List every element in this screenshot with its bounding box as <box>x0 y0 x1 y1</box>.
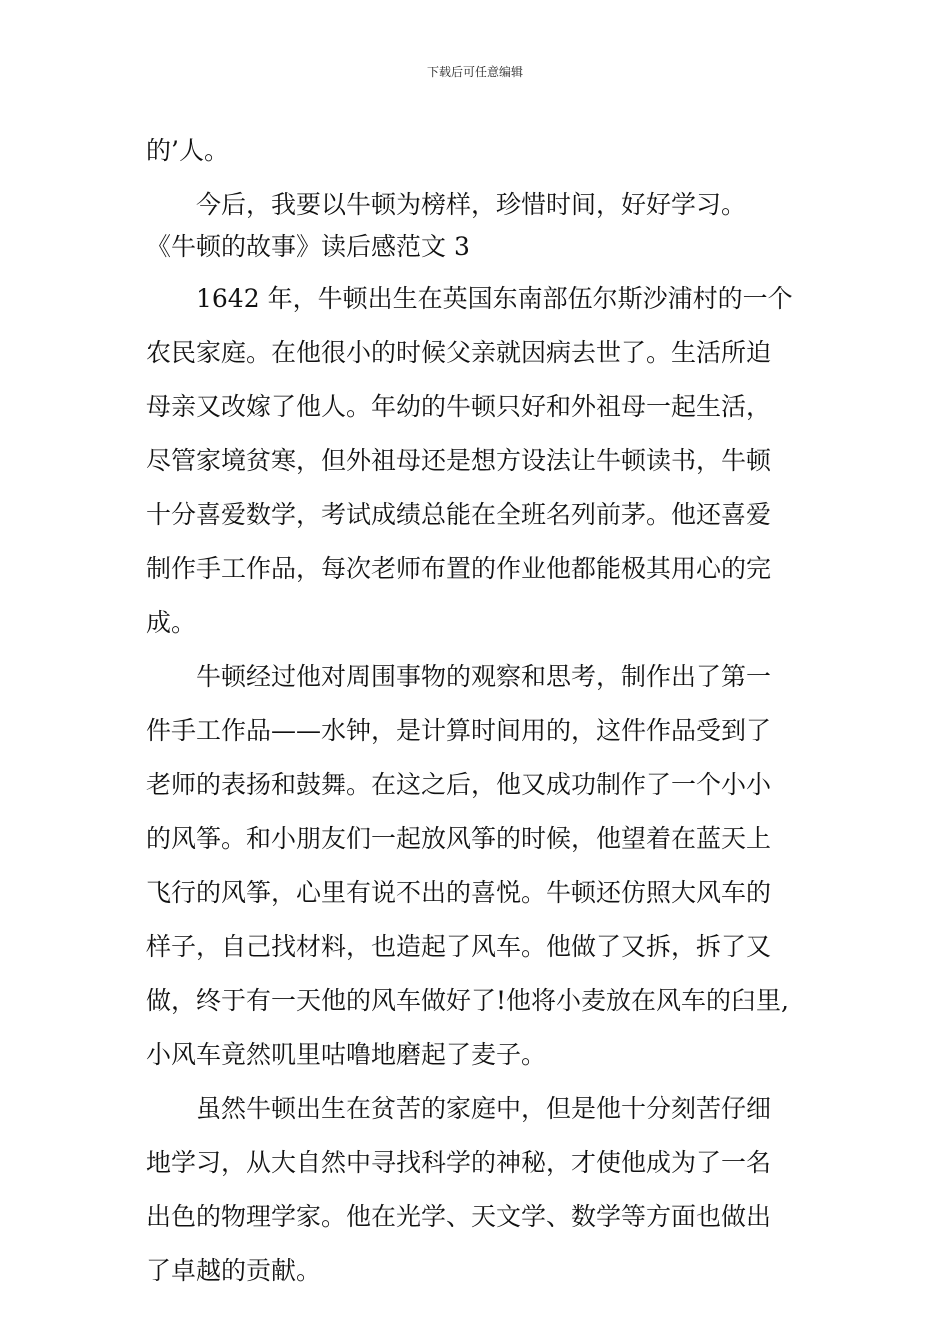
text-line: 飞行的风筝，心里有说不出的喜悦。牛顿还仿照大风车的 <box>146 878 772 907</box>
text-line: 农民家庭。在他很小的时候父亲就因病去世了。生活所迫 <box>146 338 772 367</box>
text-line: 的’人。 <box>146 136 229 165</box>
text-line: 地学习，从大自然中寻找科学的神秘，才使他成为了一名 <box>146 1148 772 1177</box>
text-line: 件手工作品——水钟，是计算时间用的，这件作品受到了 <box>146 716 772 745</box>
text-line: 成。 <box>146 608 197 637</box>
text-line: 老师的表扬和鼓舞。在这之后，他又成功制作了一个小小 <box>146 770 772 799</box>
text-line: 做，终于有一天他的风车做好了!他将小麦放在风车的臼里, <box>146 986 789 1015</box>
text-line: 的风筝。和小朋友们一起放风筝的时候，他望着在蓝天上 <box>146 824 772 853</box>
text-line: 十分喜爱数学，考试成绩总能在全班名列前茅。他还喜爱 <box>146 500 772 529</box>
text-line: 母亲又改嫁了他人。年幼的牛顿只好和外祖母一起生活， <box>146 392 772 421</box>
text-line: 1642 年，牛顿出生在英国东南部伍尔斯沙浦村的一个 <box>196 284 793 313</box>
text-line: 制作手工作品，每次老师布置的作业他都能极其用心的完 <box>146 554 772 583</box>
text-line: 了卓越的贡献。 <box>146 1256 322 1285</box>
text-line: 样子，自己找材料，也造起了风车。他做了又拆，拆了又 <box>146 932 772 961</box>
text-line: 今后，我要以牛顿为榜样，珍惜时间，好好学习。 <box>196 190 747 219</box>
text-line: 尽管家境贫寒，但外祖母还是想方设法让牛顿读书，牛顿 <box>146 446 772 475</box>
section-title: 《牛顿的故事》读后感范文 3 <box>146 232 470 261</box>
text-line: 出色的物理学家。他在光学、天文学、数学等方面也做出 <box>146 1202 772 1231</box>
page-header: 下载后可任意编辑 <box>426 65 523 79</box>
text-line: 小风车竟然叽里咕噜地磨起了麦子。 <box>146 1040 547 1069</box>
document-body <box>146 130 826 1292</box>
text-line: 虽然牛顿出生在贫苦的家庭中，但是他十分刻苦仔细 <box>196 1094 772 1123</box>
text-line: 牛顿经过他对周围事物的观察和思考，制作出了第一 <box>196 662 772 691</box>
